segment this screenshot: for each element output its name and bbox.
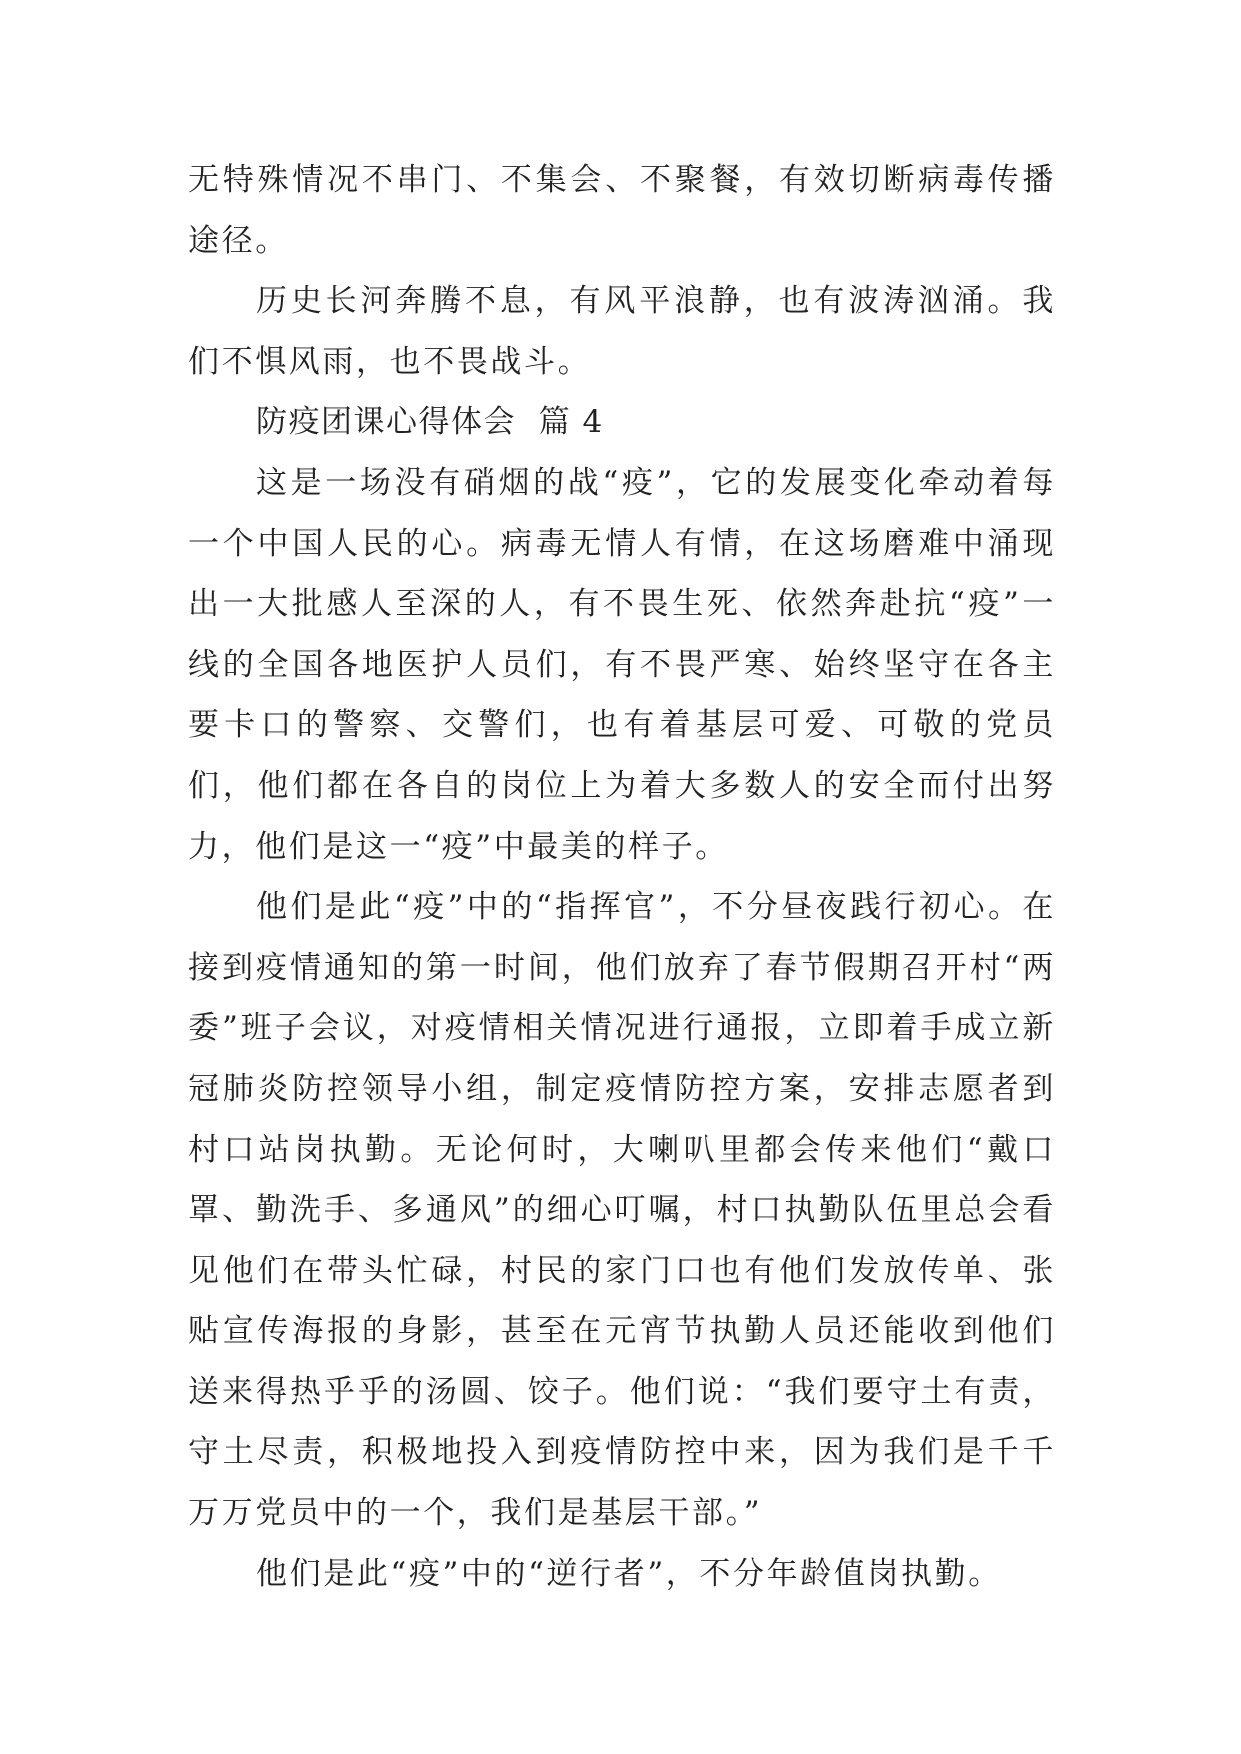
paragraph: 这是一场没有硝烟的战“疫”，它的发展变化牵动着每一个中国人民的心。病毒无情人有情，在这场磨难中涌现出一大批感人至深的人，有不畏生死、依然奔赴抗“疫”一线的全国各地医护人员们，有不畏严寒、始终坚守在各主要卡口的警察、交警们，也有着基层可爱、可敬的党员们，他们都在各自的岗位上为着大多数人的安全而付出努力，他们是这一“疫”中最美的样子。 — [188, 464, 1056, 865]
section-heading: 防疫团课心得体会 篇 4 — [256, 404, 604, 441]
document-body — [188, 150, 1056, 1604]
paragraph: 他们是此“疫”中的“指挥官”，不分昼夜践行初心。在接到疫情通知的第一时间，他们放弃了春节假期召开村“两委”班子会议，对疫情相关情况进行通报，立即着手成立新冠肺炎防控领导小组，制定疫情防控方案，安排志愿者到村口站岗执勤。无论何时，大喇叭里都会传来他们“戴口罩、勤洗手、多通风”的细心叮嘱，村口执勤队伍里总会看见他们在带头忙碌，村民的家门口也有他们发放传单、张贴宣传海报的身影，甚至在元宵节执勤人员还能收到他们送来得热乎乎的汤圆、饺子。他们说：“我们要守土有责，守土尽责，积极地投入到疫情防控中来，因为我们是千千万万党员中的一个，我们是基层干部。” — [188, 889, 1056, 1532]
paragraph: 他们是此“疫”中的“逆行者”，不分年龄值岗执勤。 — [256, 1555, 1002, 1592]
paragraph: 历史长河奔腾不息，有风平浪静，也有波涛汹涌。我们不惧风雨，也不畏战斗。 — [188, 283, 1056, 380]
paragraph-continued: 无特殊情况不串门、不集会、不聚餐，有效切断病毒传播途径。 — [188, 162, 1056, 259]
